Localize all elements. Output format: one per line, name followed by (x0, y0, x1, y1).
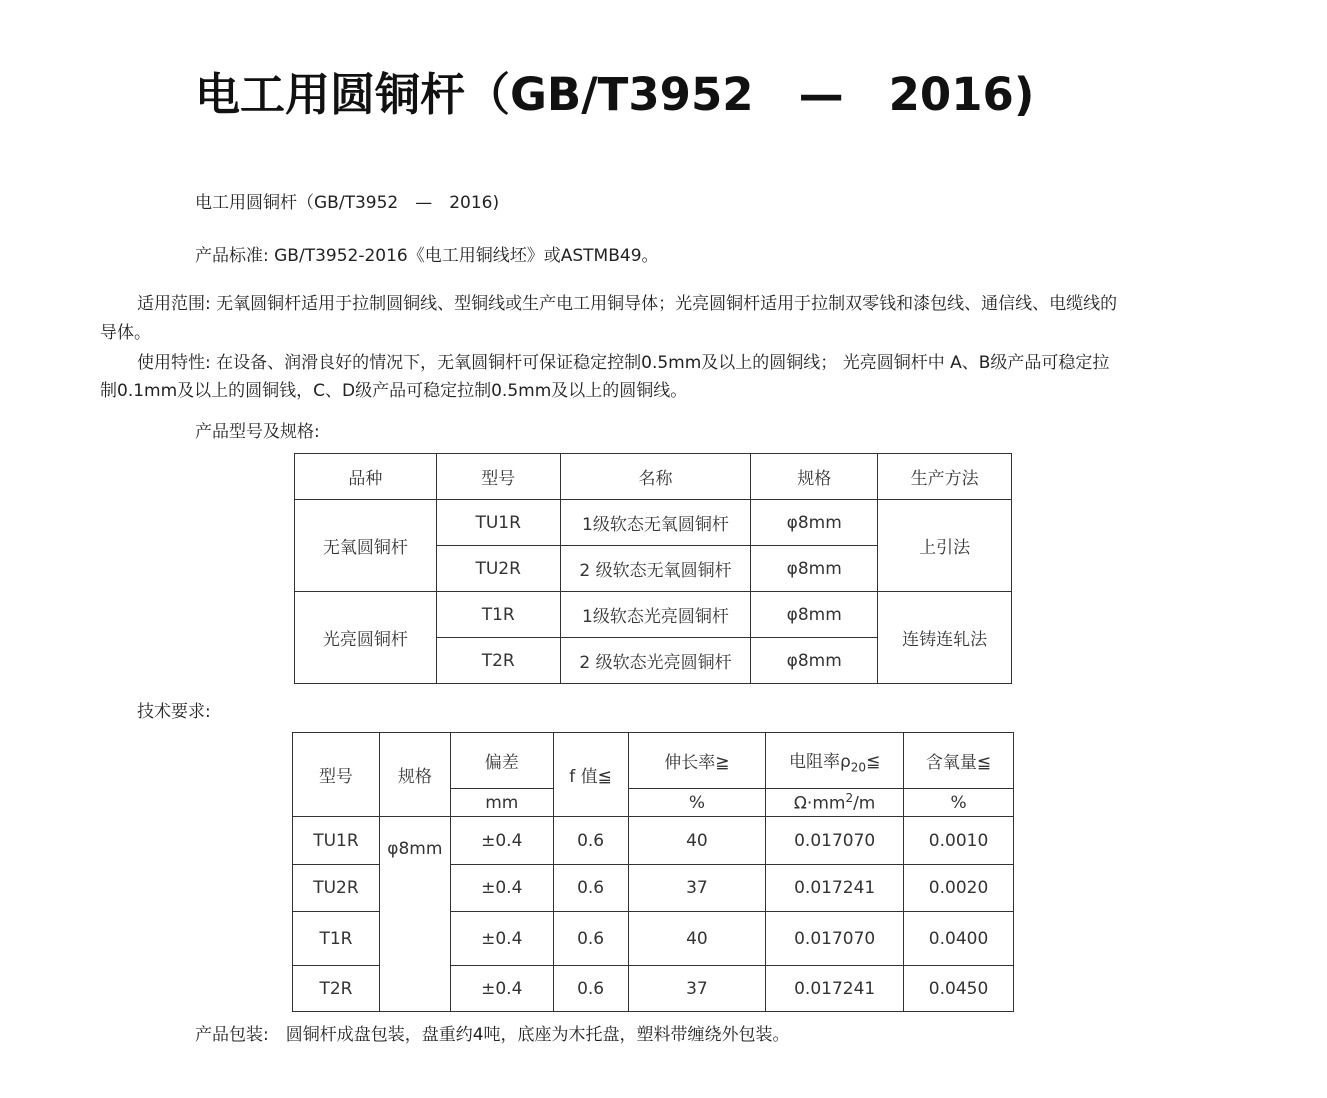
usage-line-1: 使用特性: 在设备、润滑良好的情况下，无氧圆铜杆可保证稳定控制0.5mm及以上的圆铜线； 光亮圆铜杆中 A、B级产品可稳定拉 (137, 353, 1110, 373)
spec-cell: φ8mm (751, 592, 878, 638)
header-cell: 名称 (560, 454, 751, 500)
spec-cell: φ8mm (751, 638, 878, 684)
model-cell: T1R (293, 912, 380, 966)
dev-cell: ±0.4 (450, 817, 553, 865)
header-cell: 型号 (436, 454, 560, 500)
header-cell: 伸长率≧ (628, 733, 766, 789)
model-cell: TU1R (436, 500, 560, 546)
resistivity-label: 电阻率ρ (788, 751, 851, 772)
table-row (295, 454, 1012, 500)
f-cell: 0.6 (553, 912, 628, 966)
scope-line-1: 适用范围: 无氧圆铜杆适用于拉制圆铜线、型铜线或生产电工用铜导体；光亮圆铜杆适用于拉制双零钱和漆包线、通信线、电缆线的 (137, 294, 1118, 314)
dev-cell: ±0.4 (450, 912, 553, 966)
spec-cell: φ8mm (379, 817, 450, 1012)
variety-cell: 无氧圆铜杆 (295, 500, 437, 592)
header-cell: 规格 (751, 454, 878, 500)
table-row (295, 500, 1012, 546)
f-cell: 0.6 (553, 817, 628, 865)
dev-cell: ±0.4 (450, 865, 553, 912)
oxy-cell: 0.0020 (904, 865, 1014, 912)
model-cell: T2R (436, 638, 560, 684)
name-cell: 1级软态光亮圆铜杆 (560, 592, 751, 638)
res-cell: 0.017070 (766, 912, 904, 966)
elong-cell: 37 (628, 865, 766, 912)
usage-line-2: 制0.1mm及以上的圆铜钱，C、D级产品可稳定拉制0.5mm及以上的圆铜线。 (100, 381, 688, 401)
oxy-cell: 0.0450 (904, 966, 1014, 1012)
method-cell: 上引法 (878, 500, 1012, 592)
model-cell: TU2R (436, 546, 560, 592)
model-cell: TU1R (293, 817, 380, 865)
scope-line-2: 导体。 (100, 323, 151, 343)
header-cell: 偏差 (450, 733, 553, 789)
elong-cell: 40 (628, 912, 766, 966)
table-row (295, 592, 1012, 638)
method-cell: 连铸连轧法 (878, 592, 1012, 684)
model-cell: T1R (436, 592, 560, 638)
product-standard: 产品标准: GB/T3952-2016《电工用铜线坯》或ASTMB49。 (195, 246, 659, 266)
name-cell: 2 级软态光亮圆铜杆 (560, 638, 751, 684)
table-row (293, 817, 1014, 865)
res-unit-sup: 2 (845, 791, 854, 806)
res-unit-a: Ω·mm (793, 793, 846, 814)
dev-cell: ±0.4 (450, 966, 553, 1012)
res-cell: 0.017241 (766, 966, 904, 1012)
resistivity-symbol: ≦ (866, 751, 881, 772)
subtitle: 电工用圆铜杆（GB/T3952 — 2016) (195, 193, 500, 213)
spec-table (294, 453, 1012, 684)
header-cell: 规格 (379, 733, 450, 817)
spec-cell: φ8mm (751, 546, 878, 592)
packaging-text: 产品包装: 圆铜杆成盘包装，盘重约4吨，底座为木托盘，塑料带缠绕外包装。 (195, 1025, 790, 1045)
name-cell: 1级软态无氧圆铜杆 (560, 500, 751, 546)
unit-cell: mm (450, 789, 553, 817)
header-cell: 品种 (295, 454, 437, 500)
resistivity-subscript: 20 (850, 760, 867, 775)
page-title: 电工用圆铜杆（GB/T3952 — 2016) (195, 68, 1035, 121)
model-cell: TU2R (293, 865, 380, 912)
unit-cell: % (904, 789, 1014, 817)
res-cell: 0.017241 (766, 865, 904, 912)
spec-cell: φ8mm (751, 500, 878, 546)
elong-cell: 40 (628, 817, 766, 865)
header-cell: 生产方法 (878, 454, 1012, 500)
unit-cell (766, 789, 904, 817)
oxy-cell: 0.0400 (904, 912, 1014, 966)
variety-cell: 光亮圆铜杆 (295, 592, 437, 684)
header-cell (766, 733, 904, 789)
header-cell: 型号 (293, 733, 380, 817)
res-unit-b: /m (853, 793, 876, 814)
unit-cell: % (628, 789, 766, 817)
name-cell: 2 级软态无氧圆铜杆 (560, 546, 751, 592)
model-cell: T2R (293, 966, 380, 1012)
res-cell: 0.017070 (766, 817, 904, 865)
elong-cell: 37 (628, 966, 766, 1012)
spec-heading: 产品型号及规格: (195, 422, 320, 442)
tech-heading: 技术要求: (137, 702, 211, 722)
f-cell: 0.6 (553, 966, 628, 1012)
header-cell: f 值≦ (553, 733, 628, 817)
tech-table (292, 732, 1014, 1012)
table-row (293, 733, 1014, 789)
f-cell: 0.6 (553, 865, 628, 912)
header-cell: 含氧量≦ (904, 733, 1014, 789)
oxy-cell: 0.0010 (904, 817, 1014, 865)
